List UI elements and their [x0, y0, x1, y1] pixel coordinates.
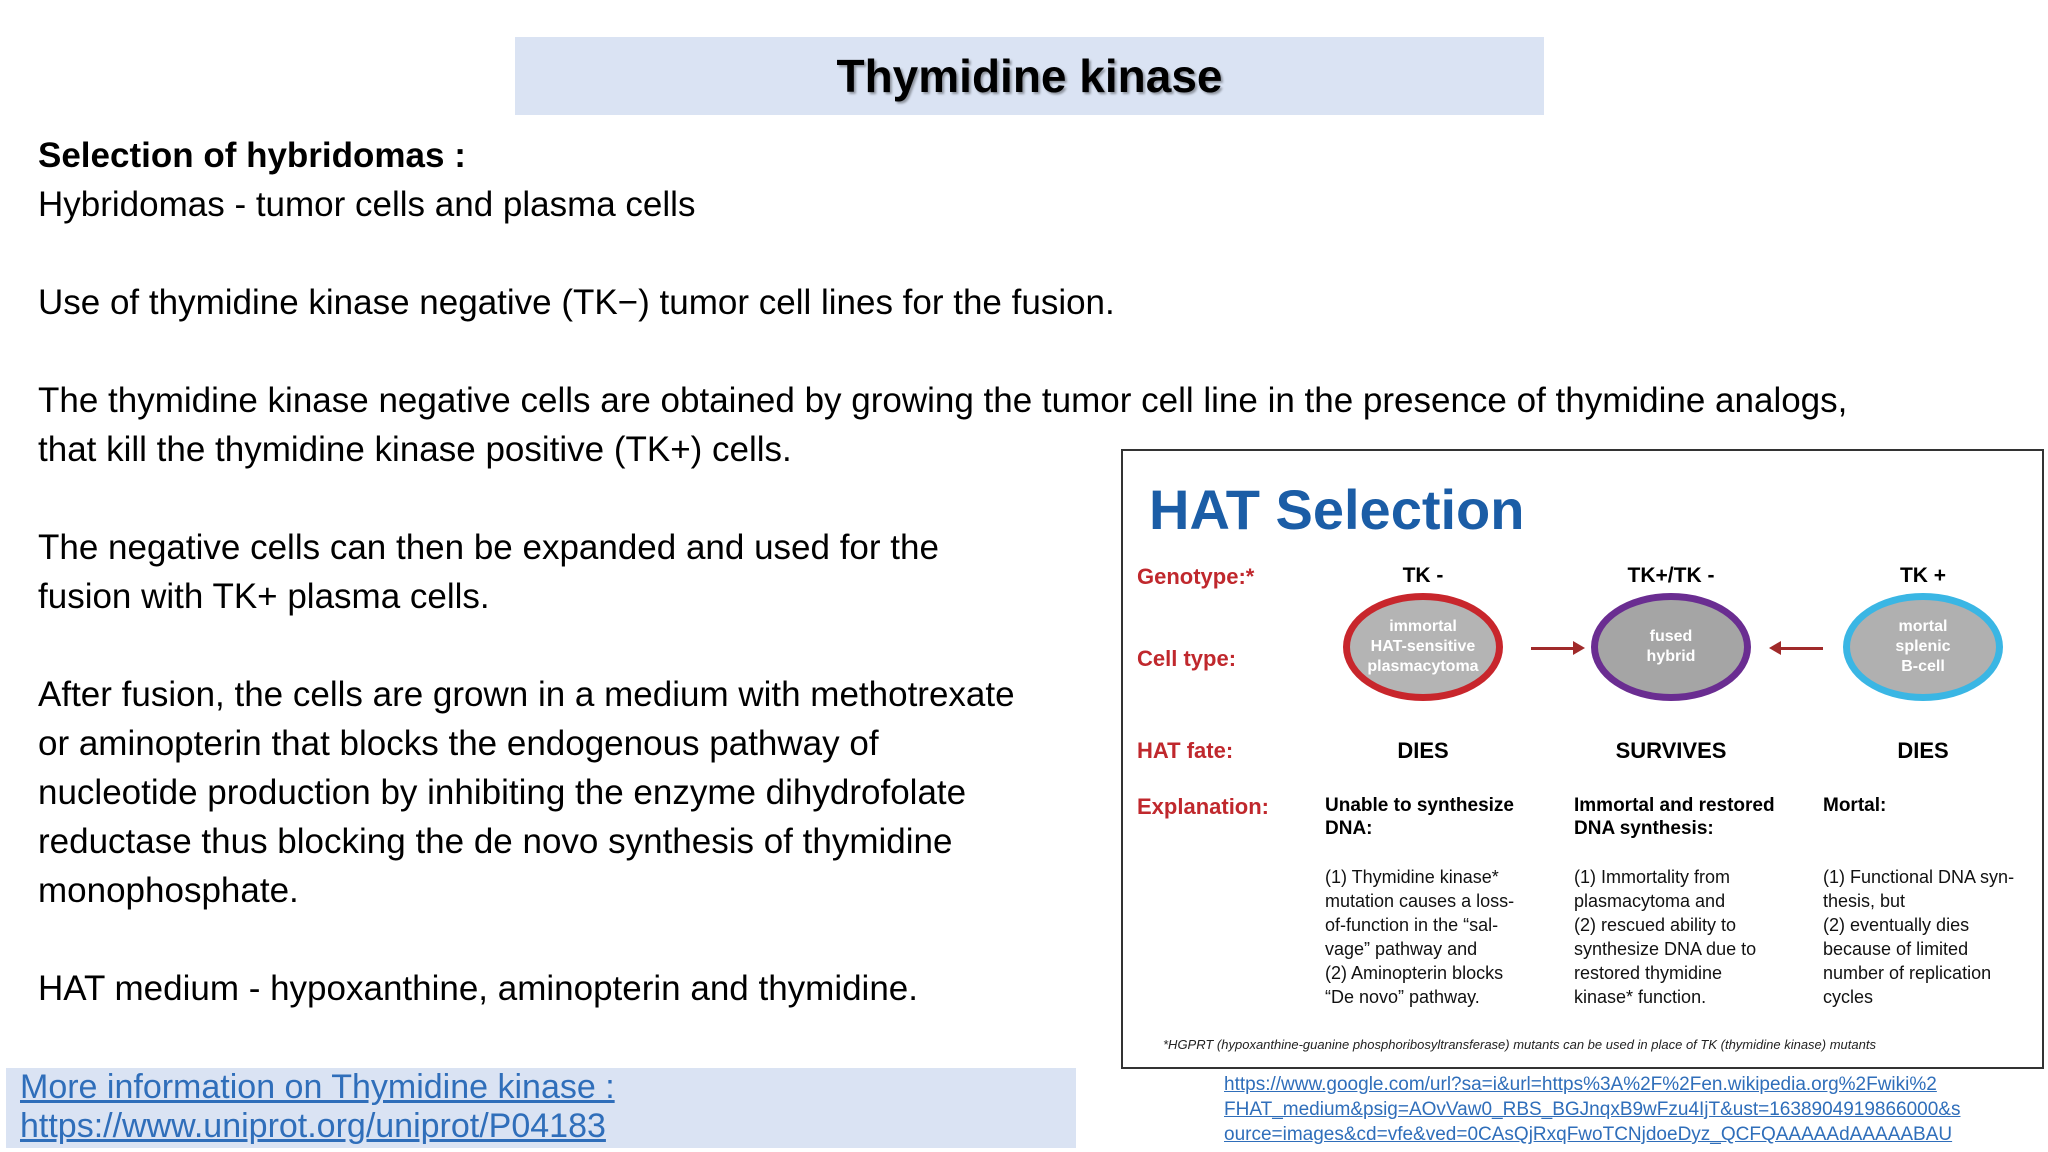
paragraph-fusion-line2: or aminopterin that blocks the endogenous pathway of: [38, 724, 879, 763]
explanation-head-line: Immortal and restored: [1574, 795, 1775, 816]
explanation-head-col3: [1823, 794, 2044, 817]
cell-label: B-cell: [1901, 658, 1945, 675]
paragraph-hybridomas: Hybridomas - tumor cells and plasma cells: [38, 185, 696, 224]
explanation-head-line: DNA:: [1325, 818, 1373, 839]
b-cell: [1843, 593, 2003, 701]
explanation-line: because of limited: [1823, 939, 1969, 959]
fate-col3: DIES: [1897, 738, 1949, 763]
explanation-line: thesis, but: [1823, 891, 1906, 911]
cell-label: immortal: [1389, 618, 1457, 635]
explanation-line: number of replication: [1823, 963, 1992, 983]
more-info-link-text[interactable]: More information on Thymidine kinase :: [20, 1068, 615, 1106]
plasmacytoma-cell: [1343, 593, 1503, 701]
explanation-line: (1) Thymidine kinase*: [1325, 867, 1499, 887]
explanation-body-col2: [1574, 865, 1806, 1009]
explanation-label: Explanation:: [1137, 794, 1270, 819]
explanation-line: (1) Immortality from: [1574, 867, 1731, 887]
figure-footnote: *HGPRT (hypoxanthine-guanine phosphoribosyltransferase) mutants can be used in place of TK (thymidine kinase) mutants: [1163, 1037, 1876, 1052]
cell-label: hybrid: [1646, 648, 1696, 665]
genotype-label: Genotype:*: [1137, 564, 1255, 589]
explanation-head-line: DNA synthesis:: [1574, 818, 1714, 839]
cell-type-label: Cell type:: [1137, 646, 1237, 671]
explanation-line: of-function in the “sal-: [1325, 915, 1499, 935]
cell-label: plasmacytoma: [1367, 658, 1479, 675]
explanation-line: (1) Functional DNA syn-: [1823, 867, 2015, 887]
paragraph-hat-medium: HAT medium - hypoxanthine, aminopterin and thymidine.: [38, 969, 918, 1008]
source-url-line[interactable]: https://www.google.com/url?sa=i&url=https%3A%2F%2Fen.wikipedia.org%2Fwiki%2: [1224, 1074, 1937, 1095]
fate-col1: DIES: [1397, 738, 1449, 763]
explanation-line: (2) rescued ability to: [1574, 915, 1737, 935]
explanation-line: mutation causes a loss-: [1325, 891, 1515, 911]
paragraph-tk-negative: Use of thymidine kinase negative (TK−) tumor cell lines for the fusion.: [38, 283, 1115, 322]
explanation-line: synthesize DNA due to: [1574, 939, 1757, 959]
hybrid-cell: [1591, 593, 1751, 701]
section-heading: Selection of hybridomas :: [38, 136, 466, 175]
paragraph-expanded-line2: fusion with TK+ plasma cells.: [38, 577, 490, 616]
paragraph-expanded-line1: The negative cells can then be expanded and used for the: [38, 528, 939, 567]
paragraph-fusion-line4: reductase thus blocking the de novo synthesis of thymidine: [38, 822, 953, 861]
genotype-tk-plus: TK +: [1899, 564, 1947, 587]
paragraph-analogs-line1: The thymidine kinase negative cells are obtained by growing the tumor cell line in the presence of thymidine analogs,: [38, 381, 1848, 420]
cell-label: fused: [1649, 628, 1693, 645]
source-url-line[interactable]: FHAT_medium&psig=AOvVaw0_RBS_BGJnqxB9wFzu4IjT&ust=1638904919866000&s: [1224, 1099, 1961, 1120]
title-bar: [515, 37, 1544, 115]
hat-fate-label: HAT fate:: [1137, 738, 1234, 763]
explanation-line: kinase* function.: [1574, 987, 1707, 1007]
image-source-link[interactable]: [1224, 1072, 2044, 1147]
explanation-head-col2: [1574, 794, 1804, 840]
explanation-line: “De novo” pathway.: [1325, 987, 1480, 1007]
paragraph-analogs-line2: that kill the thymidine kinase positive (TK+) cells.: [38, 430, 792, 469]
explanation-body-col1: [1325, 865, 1557, 1009]
paragraph-fusion-line1: After fusion, the cells are grown in a medium with methotrexate: [38, 675, 1015, 714]
arrow-right-icon: [1531, 647, 1575, 650]
explanation-body-col3: [1823, 865, 2044, 1009]
explanation-line: (2) eventually dies: [1823, 915, 1970, 935]
explanation-line: plasmacytoma and: [1574, 891, 1726, 911]
page-title: Thymidine kinase: [836, 50, 1223, 102]
uniprot-link[interactable]: https://www.uniprot.org/uniprot/P04183: [20, 1107, 606, 1145]
genotype-tk-hybrid: TK+/TK -: [1627, 564, 1715, 587]
explanation-line: vage” pathway and: [1325, 939, 1478, 959]
paragraph-fusion-line3: nucleotide production by inhibiting the enzyme dihydrofolate: [38, 773, 967, 812]
explanation-head-line: Unable to synthesize: [1325, 795, 1514, 816]
explanation-line: (2) Aminopterin blocks: [1325, 963, 1504, 983]
fate-col2: SURVIVES: [1615, 738, 1727, 763]
explanation-head-col1: [1325, 794, 1555, 840]
more-info-box: [6, 1068, 1076, 1148]
cell-label: splenic: [1895, 638, 1951, 655]
explanation-line: cycles: [1823, 987, 1874, 1007]
paragraph-fusion-line5: monophosphate.: [38, 871, 299, 910]
genotype-tk-minus: TK -: [1402, 564, 1444, 587]
explanation-head-line: Mortal:: [1823, 795, 1887, 816]
arrow-left-icon: [1779, 647, 1823, 650]
source-url-line[interactable]: ource=images&cd=vfe&ved=0CAsQjRxqFwoTCNjdoeDyz_QCFQAAAAAdAAAAABAU: [1224, 1124, 1953, 1145]
figure-title: HAT Selection: [1149, 478, 1525, 541]
cell-label: HAT-sensitive: [1370, 638, 1476, 655]
cell-label: mortal: [1898, 618, 1948, 635]
explanation-line: restored thymidine: [1574, 963, 1723, 983]
hat-selection-figure: [1121, 449, 2044, 1069]
